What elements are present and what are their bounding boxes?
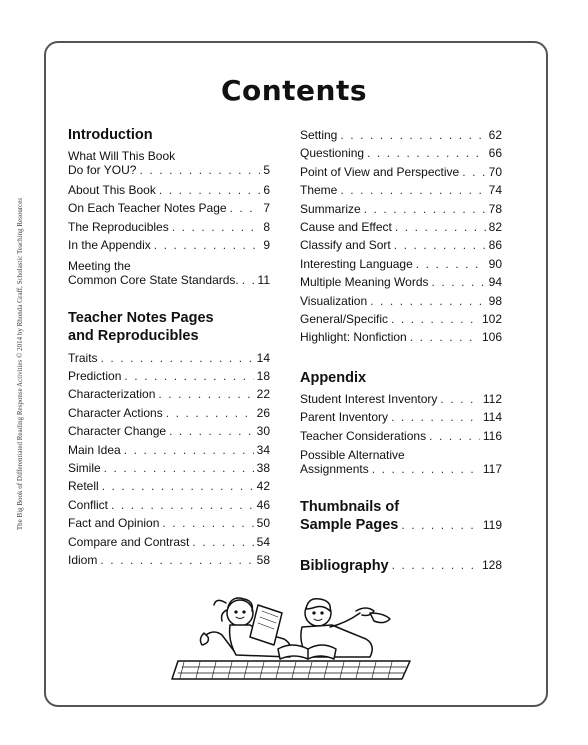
toc-right-column — [300, 126, 502, 575]
leader-dots — [111, 496, 254, 514]
leader-dots — [172, 218, 261, 236]
leader-dots — [340, 181, 485, 199]
leader-dots — [154, 236, 261, 254]
toc-entry-label: Cause and Effect — [300, 220, 392, 235]
toc-entry[interactable] — [68, 404, 270, 422]
toc-entry-page: 5 — [263, 163, 270, 177]
toc-entry[interactable] — [300, 408, 502, 426]
toc-entry-label: Student Interest Inventory — [300, 391, 438, 406]
toc-entry-page: 74 — [488, 183, 502, 198]
toc-entry[interactable] — [300, 181, 502, 199]
leader-dots — [372, 462, 480, 476]
toc-entry-label: Character Change — [68, 424, 167, 439]
toc-entry-label: Conflict — [68, 497, 109, 512]
toc-entry-page: 106 — [481, 330, 502, 345]
toc-entry-page: 9 — [263, 238, 270, 253]
leader-dots — [391, 408, 480, 426]
toc-entry-page: 94 — [488, 275, 502, 290]
toc-entry-thumbnails[interactable] — [300, 498, 502, 534]
toc-entry-page: 62 — [488, 128, 502, 142]
toc-entry[interactable] — [300, 273, 502, 291]
leader-dots — [104, 459, 254, 477]
toc-entry[interactable] — [68, 367, 270, 385]
leader-dots — [416, 255, 486, 273]
toc-entry-page: 102 — [481, 312, 502, 327]
toc-entry-page: 117 — [482, 462, 502, 477]
toc-entry-page: 42 — [256, 479, 270, 494]
toc-entry-page: 26 — [256, 405, 270, 420]
toc-entry-page: 11 — [257, 272, 270, 287]
toc-left-column — [68, 126, 270, 570]
toc-entry[interactable] — [300, 218, 502, 236]
toc-entry-label: Multiple Meaning Words — [300, 275, 429, 290]
toc-entry-label: Assignments — [300, 462, 369, 477]
section-heading-teacher-notes: Teacher Notes Pages — [68, 309, 214, 326]
toc-entry-page: 6 — [263, 183, 270, 197]
toc-entry-label: Idiom — [68, 553, 98, 568]
toc-entry-label: What Will This Book — [68, 149, 176, 163]
toc-entry-label: Main Idea — [68, 442, 121, 457]
toc-entry-page: 18 — [256, 369, 270, 384]
toc-entry[interactable] — [300, 200, 502, 218]
toc-entry[interactable] — [68, 441, 270, 459]
toc-entry[interactable] — [68, 149, 270, 177]
leader-dots — [166, 404, 254, 422]
toc-entry-page: 8 — [263, 219, 270, 234]
leader-dots — [162, 514, 253, 532]
toc-entry[interactable] — [68, 218, 270, 236]
toc-entry-page: 82 — [488, 220, 502, 235]
leader-dots — [124, 441, 254, 459]
section-heading-thumbnails: Thumbnails of — [300, 499, 400, 516]
leader-dots — [395, 218, 486, 236]
toc-entry-page: 98 — [488, 293, 502, 308]
toc-entry[interactable] — [68, 533, 270, 551]
toc-entry[interactable] — [68, 496, 270, 514]
toc-entry-label: Point of View and Perspective — [300, 164, 460, 179]
leader-dots — [391, 310, 479, 328]
toc-entry-label: Classify and Sort — [300, 238, 391, 253]
toc-entry[interactable] — [68, 459, 270, 477]
toc-entry-bibliography[interactable] — [300, 556, 502, 574]
toc-entry-label: Possible Alternative — [300, 448, 405, 463]
toc-entry-page: 128 — [481, 558, 502, 573]
section-heading-thumbnails-line2: Sample Pages — [300, 517, 399, 534]
leader-dots — [101, 349, 254, 367]
toc-entry[interactable] — [300, 292, 502, 310]
toc-entry-page: 22 — [256, 387, 270, 402]
toc-entry[interactable] — [300, 163, 502, 181]
toc-entry-label: Fact and Opinion — [68, 516, 160, 531]
toc-entry-label: Traits — [68, 350, 98, 365]
toc-entry-label: Theme — [300, 183, 338, 198]
toc-entry-page: 7 — [263, 201, 270, 216]
toc-entry-label: Summarize — [300, 201, 361, 216]
toc-entry-page: 112 — [482, 391, 502, 406]
toc-entry-page: 66 — [488, 146, 502, 161]
toc-entry-label: Visualization — [300, 293, 368, 308]
toc-entry-label: Simile — [68, 461, 101, 476]
toc-entry-page: 30 — [256, 424, 270, 439]
toc-entry-label: Interesting Language — [300, 256, 413, 271]
toc-entry-label: Prediction — [68, 369, 122, 384]
toc-entry-label: Meeting the — [68, 258, 131, 273]
leader-dots — [192, 533, 253, 551]
toc-entry-page: 116 — [482, 428, 502, 443]
toc-entry[interactable] — [68, 236, 270, 254]
leader-dots — [169, 422, 254, 440]
section-heading-appendix: Appendix — [300, 369, 367, 386]
leader-dots — [340, 126, 485, 144]
leader-dots — [392, 556, 479, 574]
leader-dots — [102, 477, 254, 495]
leader-dots — [429, 427, 480, 445]
toc-entry[interactable] — [68, 422, 270, 440]
toc-entry[interactable] — [300, 144, 502, 162]
toc-entry-label: Character Actions — [68, 405, 163, 420]
toc-entry-label: Questioning — [300, 146, 365, 161]
toc-entry[interactable] — [68, 385, 270, 403]
toc-entry-label: In the Appendix — [68, 238, 151, 253]
toc-entry-page: 114 — [482, 410, 502, 425]
leader-dots — [370, 292, 485, 310]
toc-entry-page: 58 — [256, 553, 270, 568]
toc-entry-page: 86 — [488, 238, 502, 253]
leader-dots — [367, 144, 486, 162]
leader-dots — [462, 163, 485, 181]
toc-entry-label: Teacher Considerations — [300, 428, 427, 443]
leader-dots — [159, 181, 260, 199]
toc-entry-page: 78 — [488, 201, 502, 216]
toc-entry[interactable] — [68, 514, 270, 532]
toc-entry[interactable] — [300, 448, 502, 476]
leader-dots — [139, 163, 260, 177]
toc-entry[interactable] — [300, 255, 502, 273]
leader-dots — [364, 200, 486, 218]
leader-dots — [394, 236, 486, 254]
page-title: Contents — [220, 74, 368, 107]
leader-dots — [401, 516, 480, 534]
copyright-sidebar: The Big Book of Differentiated Reading Response Activities © 2014 by Rhonda Graff, Scholastic Teaching Resources — [16, 197, 24, 531]
toc-entry-page: 54 — [256, 534, 270, 549]
leader-dots — [242, 273, 255, 287]
section-heading-introduction: Introduction — [68, 127, 153, 143]
toc-entry[interactable] — [300, 390, 502, 408]
toc-entry-label: Parent Inventory — [300, 410, 389, 425]
toc-entry[interactable] — [68, 477, 270, 495]
toc-entry[interactable] — [300, 328, 502, 346]
toc-entry-page: 14 — [256, 350, 270, 365]
toc-entry-label: On Each Teacher Notes Page — [68, 201, 227, 216]
toc-entry[interactable] — [68, 259, 270, 287]
toc-entry-label: The Reproducibles — [68, 219, 169, 234]
leader-dots — [410, 328, 479, 346]
toc-entry-label: Do for YOU? — [68, 163, 137, 177]
toc-entry-label: Setting — [300, 128, 338, 142]
leader-dots — [124, 367, 253, 385]
toc-entry[interactable] — [300, 427, 502, 445]
toc-entry-page: 50 — [256, 516, 270, 531]
toc-entry-label: Retell — [68, 479, 99, 494]
leader-dots — [230, 199, 261, 217]
toc-entry[interactable] — [68, 199, 270, 217]
toc-entry-label: General/Specific — [300, 312, 389, 327]
toc-entry-page: 90 — [488, 256, 502, 271]
toc-entry-page: 119 — [482, 518, 502, 533]
toc-entry-page: 46 — [256, 497, 270, 512]
toc-entry-label: Highlight: Nonfiction — [300, 330, 407, 345]
toc-entry-label: Characterization — [68, 387, 156, 402]
kids-reading-illustration — [170, 583, 420, 683]
toc-entry[interactable] — [300, 310, 502, 328]
toc-entry-label: About This Book — [68, 183, 156, 197]
leader-dots — [432, 273, 486, 291]
toc-entry[interactable] — [68, 181, 270, 199]
toc-entry-page: 38 — [256, 461, 270, 476]
toc-entry-label: Compare and Contrast — [68, 534, 190, 549]
leader-dots — [440, 390, 479, 408]
toc-entry-label: Common Core State Standards. — [68, 272, 239, 287]
toc-entry[interactable] — [68, 551, 270, 569]
toc-entry-page: 34 — [256, 442, 270, 457]
section-heading-teacher-notes-line2: and Reproducibles — [68, 327, 199, 344]
leader-dots — [158, 385, 253, 403]
section-heading-bibliography: Bibliography — [300, 557, 389, 574]
toc-entry[interactable] — [300, 126, 502, 144]
leader-dots — [100, 551, 253, 569]
toc-entry[interactable] — [68, 349, 270, 367]
toc-entry-page: 70 — [488, 164, 502, 179]
toc-entry[interactable] — [300, 236, 502, 254]
